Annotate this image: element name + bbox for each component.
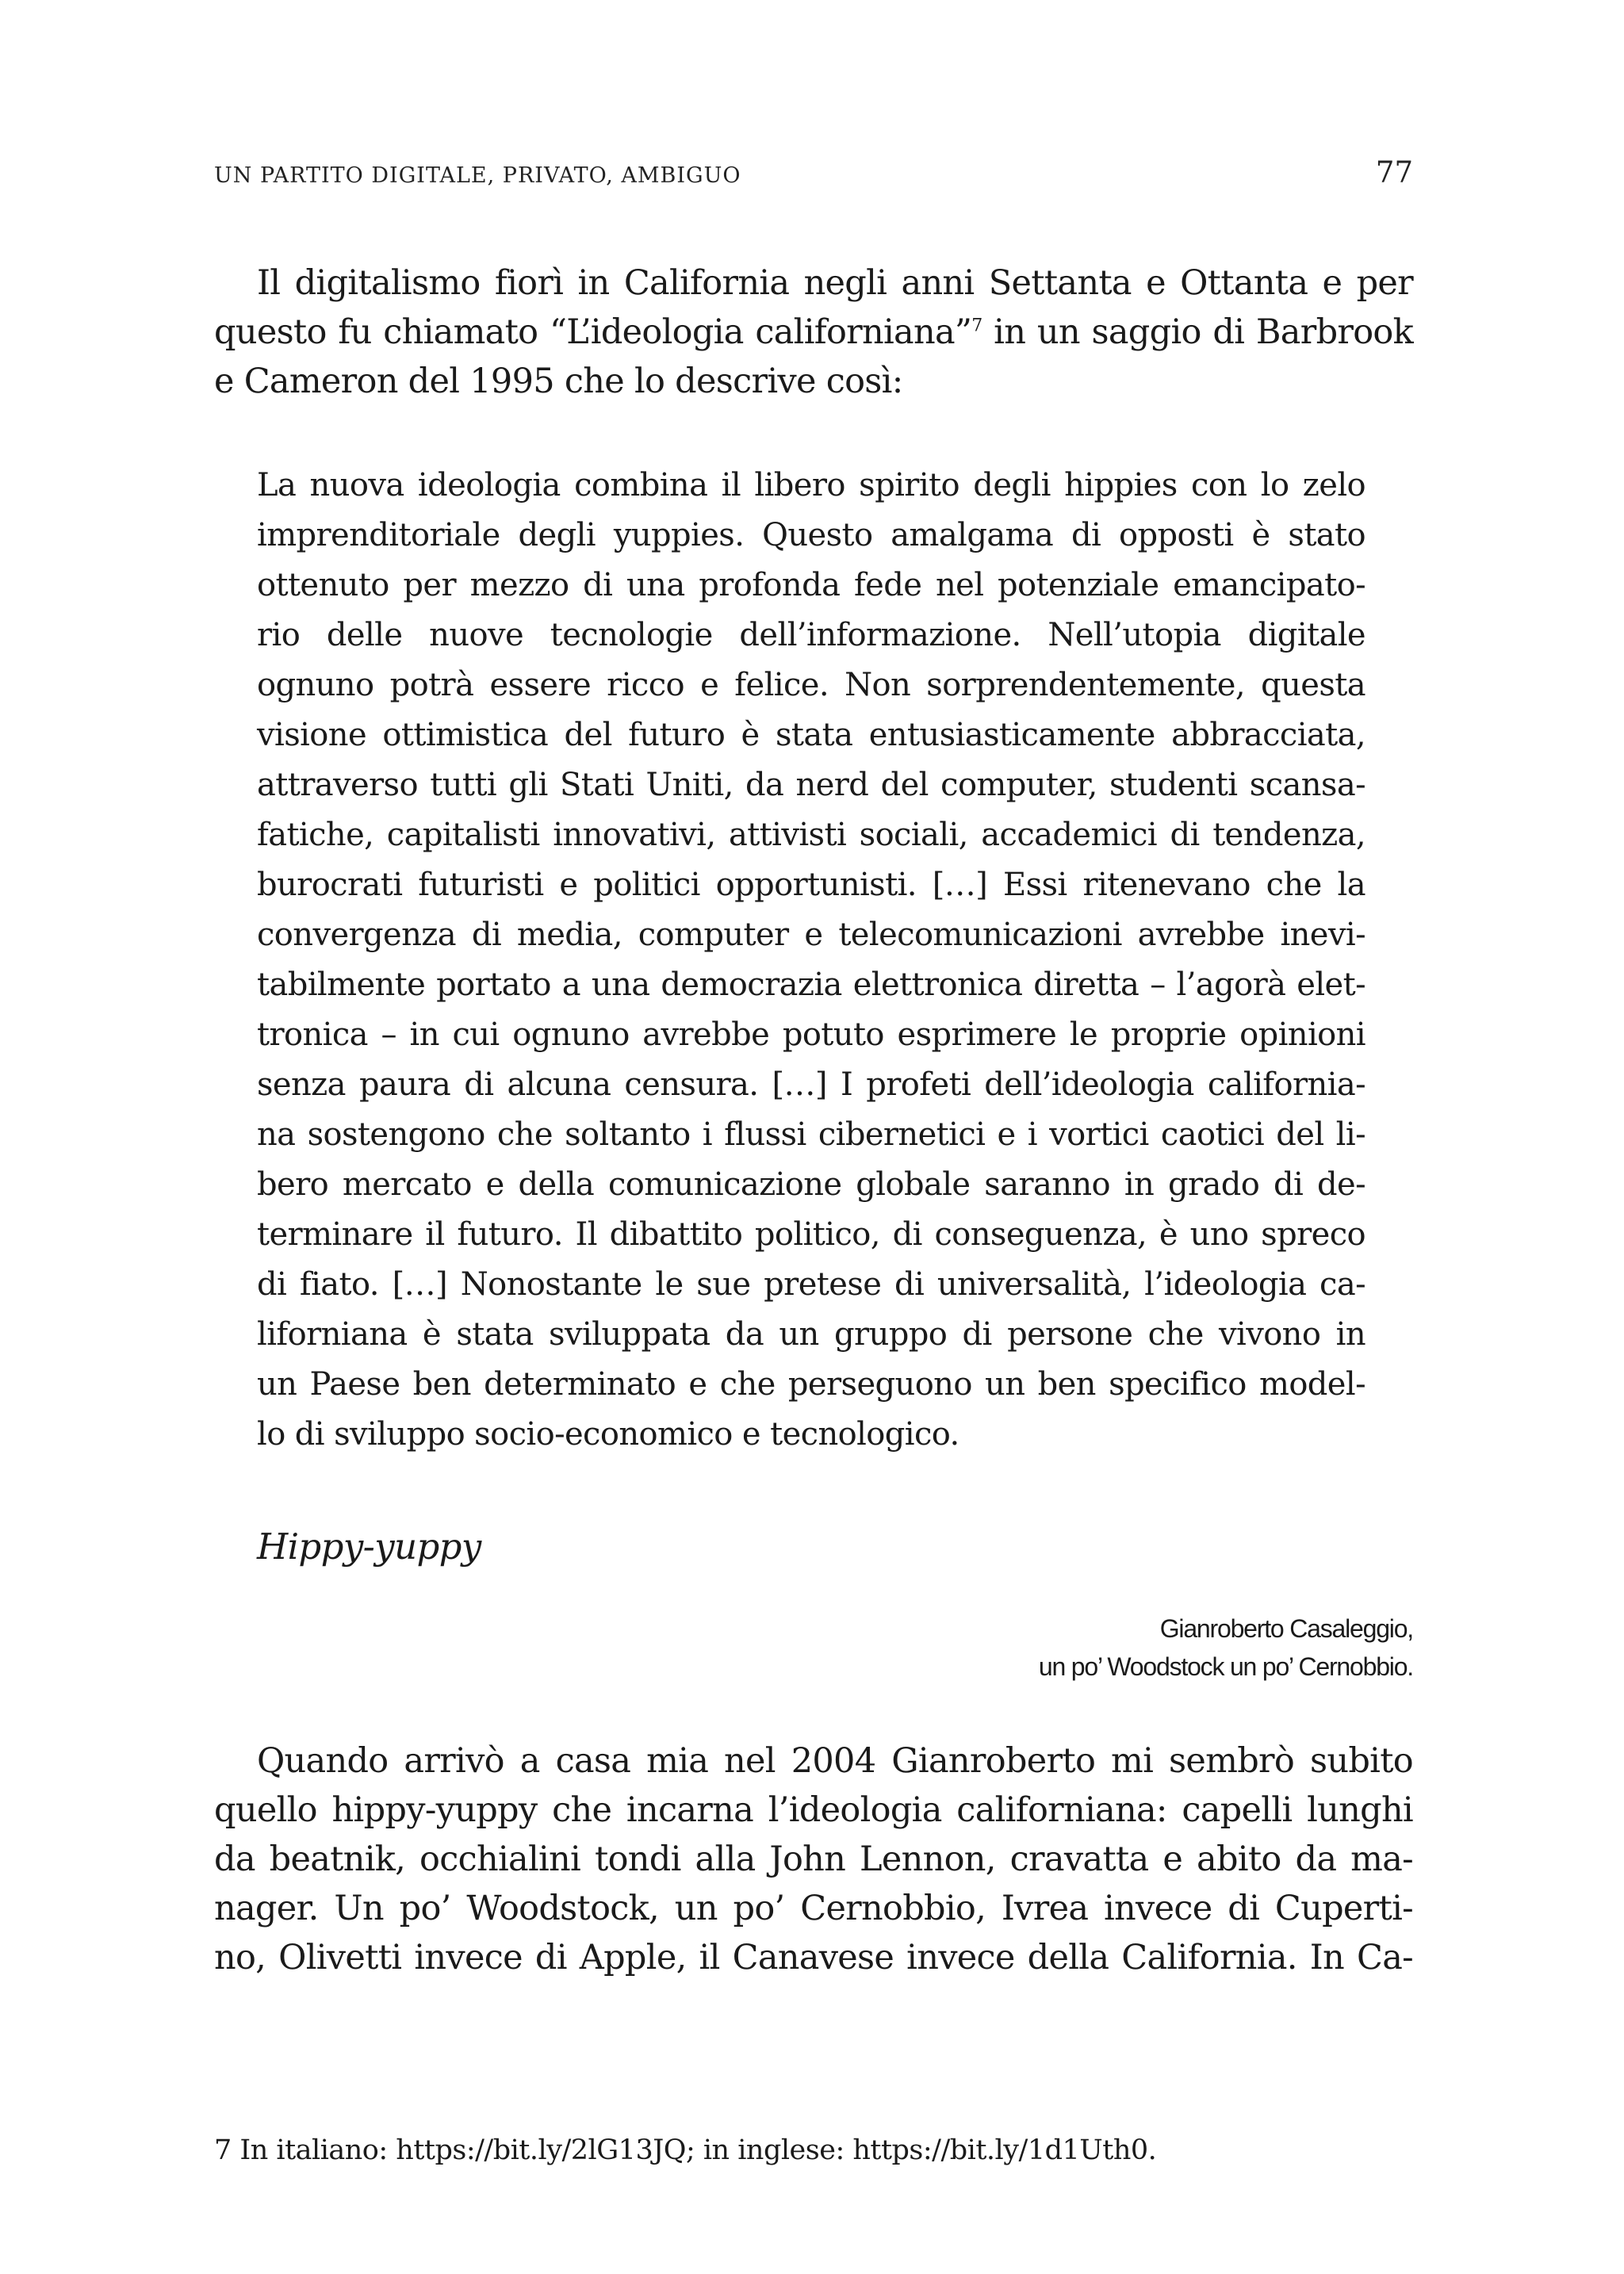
paragraph2-line: quello hippy-yuppy che incarna l’ideologia californiana: capelli lunghi xyxy=(214,1790,1413,1830)
quote-line: liforniana è stata sviluppata da un gruppo di persone che vivono in xyxy=(257,1316,1365,1353)
paragraph2-line: da beatnik, occhialini tondi alla John Lennon, cravatta e abito da ma- xyxy=(214,1839,1413,1879)
epigraph-author: Gianroberto Casaleggio, xyxy=(1159,1614,1413,1643)
paragraph1-line2-text: in un saggio di Barbrook xyxy=(982,312,1413,352)
paragraph1-line: e Cameron del 1995 che lo descrive così: xyxy=(214,362,903,401)
quote-line: senza paura di alcuna censura. […] I profeti dell’ideologia california- xyxy=(257,1066,1365,1103)
quote-line: rio delle nuove tecnologie dell’informazione. Nell’utopia digitale xyxy=(257,617,1365,653)
paragraph2-line: Quando arrivò a casa mia nel 2004 Gianroberto mi sembrò subito xyxy=(257,1741,1413,1781)
running-head xyxy=(214,155,1413,190)
paragraph1-line: Il digitalismo fiorì in California negli anni Settanta e Ottanta e per xyxy=(257,263,1413,303)
quote-line: na sostengono che soltanto i flussi cibernetici e i vortici caotici del li- xyxy=(257,1116,1365,1153)
quote-line: tronica – in cui ognuno avrebbe potuto esprimere le proprie opinioni xyxy=(257,1016,1365,1053)
paragraph1-line2-text: questo fu chiamato “L’ideologia californiana” xyxy=(214,312,972,352)
paragraph1-line xyxy=(214,312,1413,352)
quote-line: burocrati futuristi e politici opportunisti. […] Essi ritenevano che la xyxy=(257,867,1365,903)
section-heading: Hippy-yuppy xyxy=(257,1526,481,1568)
quote-line: bero mercato e della comunicazione globale saranno in grado di de- xyxy=(257,1166,1365,1203)
footnote-reference: 7 xyxy=(971,316,982,336)
quote-line: terminare il futuro. Il dibattito politico, di conseguenza, è uno spreco xyxy=(257,1216,1365,1253)
quote-line: fatiche, capitalisti innovativi, attivisti sociali, accademici di tendenza, xyxy=(257,817,1365,853)
quote-line: tabilmente portato a una democrazia elettronica diretta – l’agorà elet- xyxy=(257,967,1365,1003)
running-title: UN PARTITO DIGITALE, PRIVATO, AMBIGUO xyxy=(214,163,741,188)
paragraph2-line: nager. Un po’ Woodstock, un po’ Cernobbio, Ivrea invece di Cuperti- xyxy=(214,1889,1413,1928)
quote-line: lo di sviluppo socio-economico e tecnologico. xyxy=(257,1416,959,1453)
quote-line: imprenditoriale degli yuppies. Questo amalgama di opposti è stato xyxy=(257,517,1365,553)
quote-line: convergenza di media, computer e telecomunicazioni avrebbe inevi- xyxy=(257,917,1365,953)
quote-line: di fiato. […] Nonostante le sue pretese di universalità, l’ideologia ca- xyxy=(257,1266,1365,1303)
quote-line: ognuno potrà essere ricco e felice. Non sorprendentemente, questa xyxy=(257,667,1365,703)
quote-line: visione ottimistica del futuro è stata entusiasticamente abbracciata, xyxy=(257,717,1365,753)
quote-line: La nuova ideologia combina il libero spirito degli hippies con lo zelo xyxy=(257,467,1365,503)
paragraph2-line: no, Olivetti invece di Apple, il Canavese invece della California. In Ca- xyxy=(214,1938,1413,1977)
quote-line: ottenuto per mezzo di una profonda fede nel potenziale emancipato- xyxy=(257,567,1365,603)
epigraph-source: un po’ Woodstock un po’ Cernobbio. xyxy=(1038,1652,1413,1681)
page-number: 77 xyxy=(1375,155,1413,190)
quote-line: attraverso tutti gli Stati Uniti, da nerd del computer, studenti scansa- xyxy=(257,767,1365,803)
quote-line: un Paese ben determinato e che perseguono un ben specifico model- xyxy=(257,1366,1365,1403)
footnote: 7 In italiano: https://bit.ly/2lG13JQ; in inglese: https://bit.ly/1d1Uth0. xyxy=(214,2134,1157,2166)
